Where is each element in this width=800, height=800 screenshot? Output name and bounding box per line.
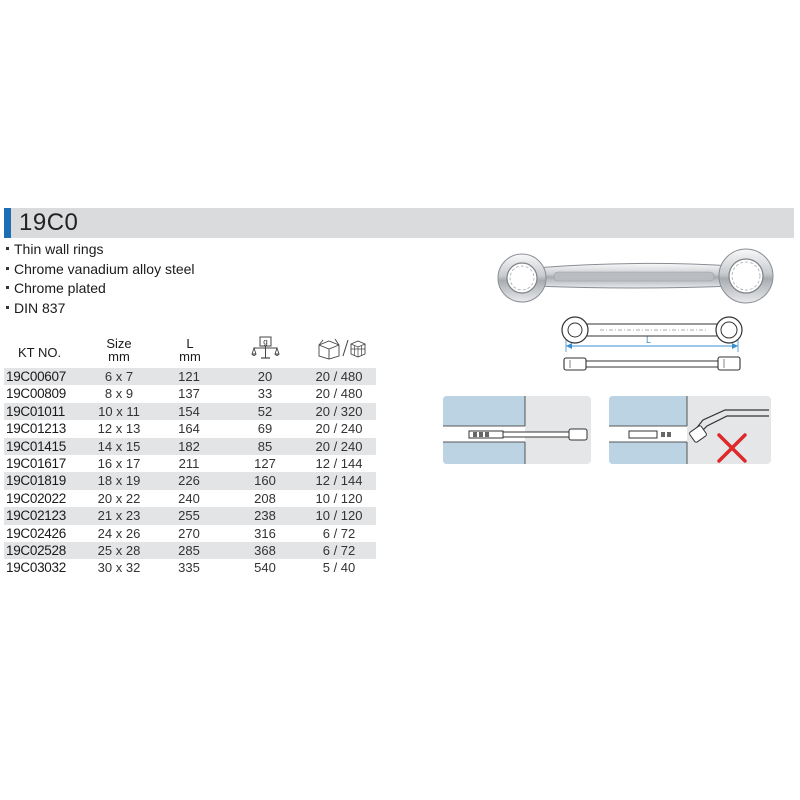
- table-row: 19C01415 14 x 15 182 85 20 / 240: [4, 438, 376, 455]
- header-length: L mm: [179, 336, 201, 364]
- table-row: 19C00809 8 x 9 137 33 20 / 480: [6, 386, 363, 402]
- table-row: 19C01819 18 x 19 226 160 12 / 144: [4, 472, 376, 489]
- series-title: 19C0: [19, 209, 79, 236]
- cross-icon: [716, 432, 748, 464]
- table-row: 19C02426 24 x 26 270 316 6 / 72: [6, 525, 356, 541]
- length-dimension-label: L: [646, 335, 652, 345]
- table-row: 19C03032 30 x 32 335 540 5 / 40: [6, 560, 356, 576]
- bullet-icon: [6, 267, 9, 270]
- table-row: 19C02022 20 x 22 240 208 10 / 120: [6, 490, 363, 506]
- svg-text:g: g: [263, 337, 268, 347]
- wrench-photo: [494, 246, 776, 310]
- title-accent: [4, 208, 11, 238]
- length-dimension-line: [560, 336, 744, 354]
- header-code: KT NO.: [18, 345, 62, 360]
- bullet-icon: [6, 247, 9, 250]
- feature-list: [6, 240, 195, 318]
- feature-item: Chrome vanadium alloy steel: [6, 260, 195, 280]
- feature-item: Chrome plated: [6, 279, 195, 299]
- table-row: 19C01011 10 x 11 154 52 20 / 320: [4, 403, 376, 420]
- packaging-icon: [316, 336, 368, 362]
- feature-item: DIN 837: [6, 299, 195, 319]
- table-row: 19C01617 16 x 17 211 127 12 / 144: [6, 455, 363, 471]
- title-bar: [4, 208, 794, 238]
- bullet-icon: [6, 286, 9, 289]
- table-row: 19C02123 21 x 23 255 238 10 / 120: [4, 507, 376, 524]
- scale-weight-icon: [250, 336, 282, 364]
- table-row: 19C02528 25 x 28 285 368 6 / 72: [4, 542, 376, 559]
- table-row: 19C01213 12 x 13 164 69 20 / 240: [6, 421, 363, 437]
- usage-diagram-fits: [443, 396, 591, 464]
- table-row: 19C00607 6 x 7 121 20 20 / 480: [4, 368, 376, 385]
- spec-table: [4, 334, 376, 577]
- header-size: Size mm: [106, 336, 132, 364]
- bullet-icon: [6, 306, 9, 309]
- table-header: [4, 334, 376, 368]
- wrench-side-view-drawing: [560, 356, 744, 372]
- feature-item: Thin wall rings: [6, 240, 195, 260]
